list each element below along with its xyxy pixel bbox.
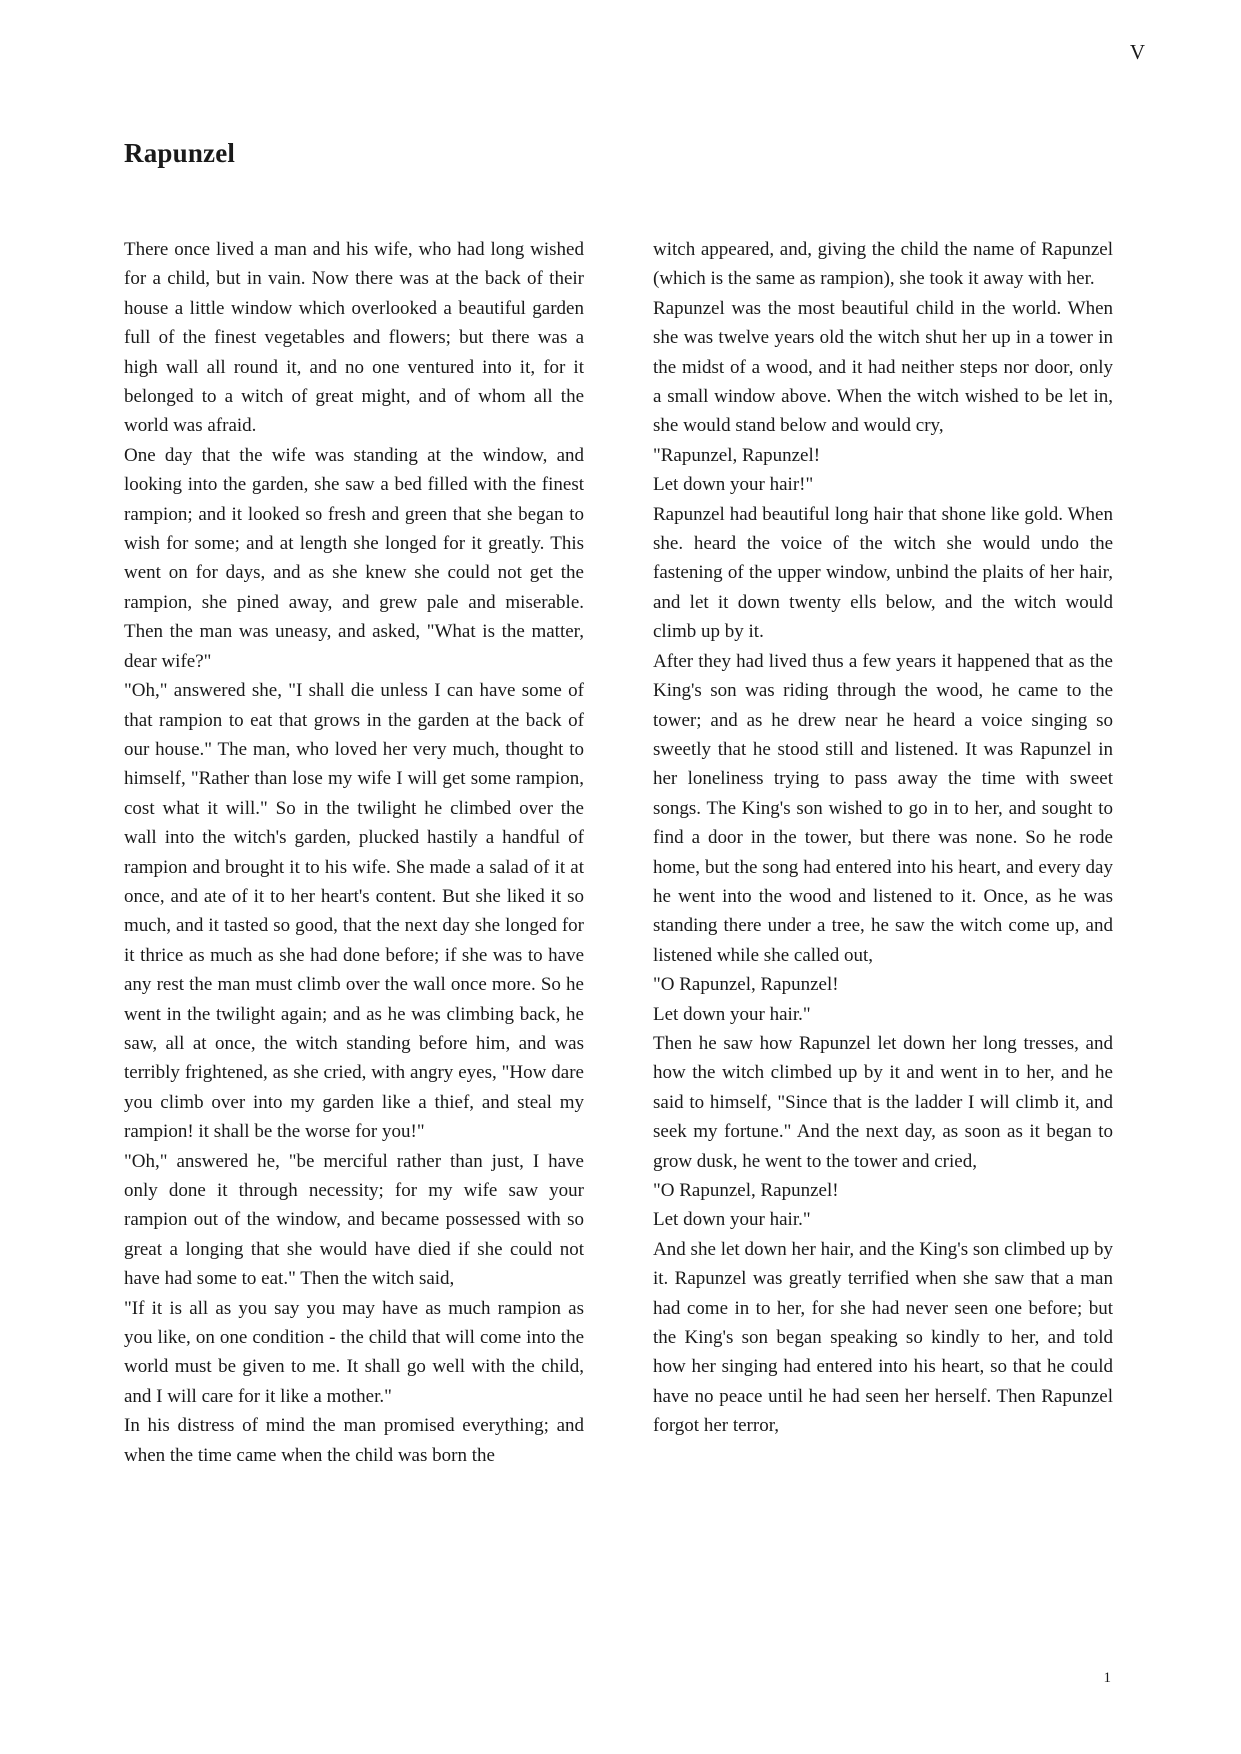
paragraph: Then he saw how Rapunzel let down her long tresses, and how the witch climbed up by it and went in to her, and he said to himself, "Since that is the ladder I will climb it, and seek my fortune." And the next day, as soon as it began to grow dusk, he went to the tower and cried, [653,1032,1113,1172]
section-marker: V [1129,40,1145,64]
left-column [124,235,584,1470]
verse-line: Let down your hair." [653,1209,811,1231]
paragraph: Rapunzel had beautiful long hair that shone like gold. When she. heard the voice of the witch she would undo the fastening of the upper window, unbind the plaits of her hair, and let it down twenty ells below, and the witch would climb up by it. [653,503,1113,643]
paragraph: "Oh," answered she, "I shall die unless I can have some of that rampion to eat that grows in the garden at the back of our house." The man, who loved her very much, thought to himself, "Rather than lose my wife I will get some rampion, cost what it will." So in the twilight he climbed over the wall into the witch's garden, plucked hastily a handful of rampion and brought it to his wife. She made a salad of it at once, and ate of it to her heart's content. But she liked it so much, and it tasted so good, that the next day she longed for it thrice as much as she had done before; if she was to have any rest the man must climb over the wall once more. So he went in the twilight again; and as he was climbing back, he saw, all at once, the witch standing before him, and was terribly frightened, as she cried, with angry eyes, "How dare you climb over into my garden like a thief, and steal my rampion! it shall be the worse for you!" [124,680,584,1143]
paragraph: witch appeared, and, giving the child the name of Rapunzel (which is the same as rampion), she took it away with her. [653,239,1113,290]
story-title: Rapunzel [124,138,236,168]
verse-line: Let down your hair." [653,1003,811,1025]
verse-line: "O Rapunzel, Rapunzel! [653,1180,839,1201]
paragraph: There once lived a man and his wife, who had long wished for a child, but in vain. Now there was at the back of their house a little window which overlooked a beautiful garden full of the finest vegetables and flowers; but there was a high wall all round it, and no one ventured into it, for it belonged to a witch of great might, and of whom all the world was afraid. [124,239,584,437]
verse-line: Let down your hair!" [653,474,814,496]
paragraph: Rapunzel was the most beautiful child in the world. When she was twelve years old the witch shut her up in a tower in the midst of a wood, and it had neither steps nor door, only a small window above. When the witch wished to be let in, she would stand below and would cry, [653,297,1113,437]
paragraph: "Oh," answered he, "be merciful rather than just, I have only done it through necessity; for my wife saw your rampion out of the window, and became possessed with so great a longing that she would have died if she could not have had some to eat." Then the witch said, [124,1150,584,1290]
paragraph: After they had lived thus a few years it happened that as the King's son was riding through the wood, he came to the tower; and as he drew near he heard a voice singing so sweetly that he stood still and listened. It was Rapunzel in her loneliness trying to pass away the time with sweet songs. The King's son wished to go in to her, and sought to find a door in the tower, but there was none. So he rode home, but the song had entered into his heart, and every day he went into the wood and listened to it. Once, as he was standing there under a tree, he saw the witch come up, and listened while she called out, [653,650,1113,966]
paragraph: One day that the wife was standing at the window, and looking into the garden, she saw a bed filled with the finest rampion; and it looked so fresh and green that she began to wish for some; and at length she longed for it greatly. This went on for days, and as she knew she could not get the rampion, she pined away, and grew pale and miserable. Then the man was uneasy, and asked, "What is the matter, dear wife?" [124,444,584,672]
paragraph: "If it is all as you say you may have as much rampion as you like, on one condition - the child that will come into the world must be given to me. It shall go well with the child, and I will care for it like a mother." [124,1297,584,1407]
verse-line: "O Rapunzel, Rapunzel! [653,974,839,996]
right-column [653,235,1113,1441]
page-number: 1 [1103,1670,1111,1686]
verse-line: "Rapunzel, Rapunzel! [653,444,821,466]
paragraph: In his distress of mind the man promised everything; and when the time came when the child was born the [124,1415,584,1466]
paragraph: And she let down her hair, and the King's son climbed up by it. Rapunzel was greatly terrified when she saw that a man had come in to her, for she had never seen one before; but the King's son began speaking so kindly to her, and told how her singing had entered into his heart, so that he could have no peace until he had seen her herself. Then Rapunzel forgot her terror, [653,1238,1113,1437]
